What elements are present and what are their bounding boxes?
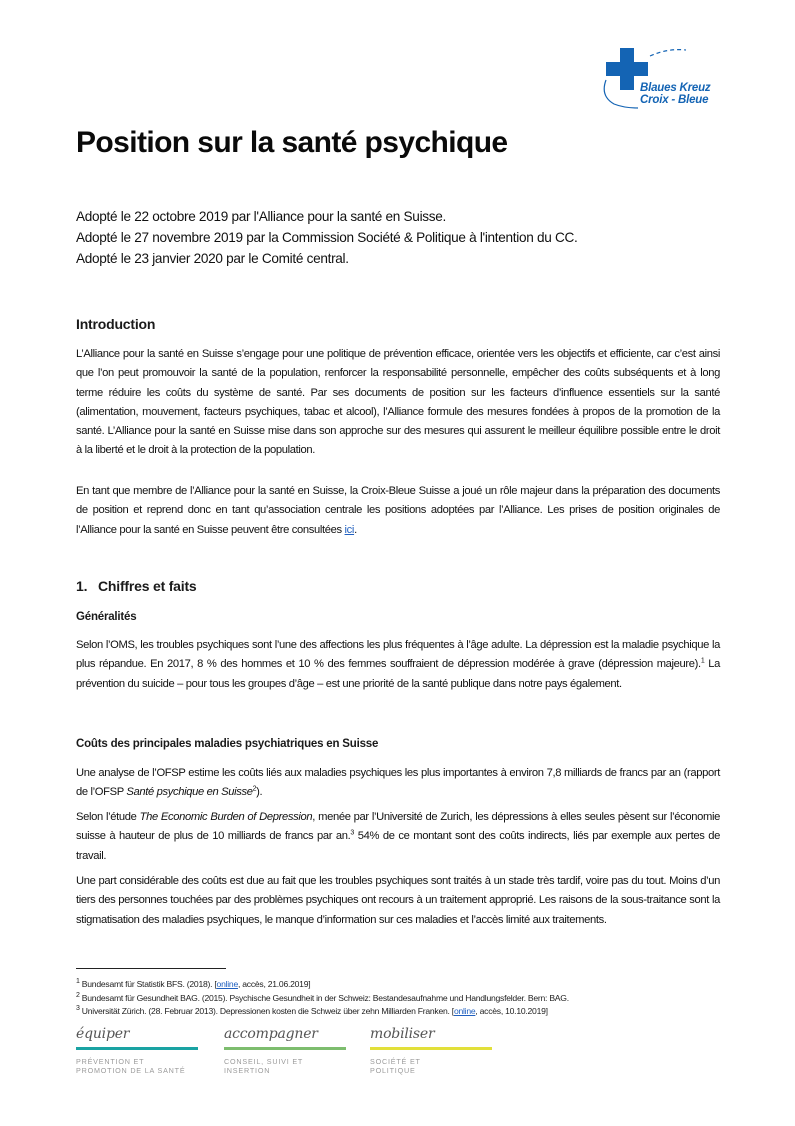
footnote-2: [76, 992, 569, 1006]
pillar-subtitle: [76, 1057, 200, 1075]
paragraph-text: La prévention du suicide – pour tous les groupes d’âge – est une priorité de la santé publique dans notre pays également.: [76, 658, 720, 690]
pillar-subtitle: [224, 1057, 348, 1075]
generalites-heading: Généralités: [76, 611, 137, 623]
pillar-subtitle-line: PRÉVENTION ET: [76, 1057, 145, 1066]
footnote-1-online-link[interactable]: online: [216, 979, 238, 989]
pillar-bar-green: [224, 1047, 346, 1050]
footer-pillar-accompagner: [224, 1026, 348, 1075]
footnote-text: Bundesamt für Statistik BFS. (2018). [: [81, 979, 217, 989]
paragraph-text: Selon l’étude: [76, 811, 140, 823]
pillar-subtitle: [370, 1057, 494, 1075]
footnote-ref-1[interactable]: 1: [700, 657, 705, 665]
report-title: Santé psychique en Suisse: [126, 786, 253, 799]
footnote-number: 1: [76, 978, 80, 986]
footnotes: [76, 978, 569, 1019]
footnote-number: 3: [76, 1005, 80, 1013]
introduction-paragraph-1: L’Alliance pour la santé en Suisse s’engage pour une politique de prévention efficace, orientée vers les objectifs et efficiente, car c’est ainsi que l’on peut promouvoir la santé de la population, renforcer la responsabilité personnelle, empêcher des coûts subséquents et à long terme réduire les coûts du système de santé. Par ses documents de position sur les facteurs d’influence essentiels sur la santé (alimentation, mouvement, facteurs psychiques, tabac et alcool), l’Alliance formule des mesures fondées à propos de la promotion de la santé. L’Alliance pour la santé en Suisse mise dans son approche sur des mesures qui assurent le meilleur équilibre possible entre le droit à la liberté et le droit à la protection de la population.: [76, 348, 720, 457]
pillar-subtitle-line: POLITIQUE: [370, 1066, 416, 1075]
adoption-line: Adopté le 27 novembre 2019 par la Commission Société & Politique à l'intention du CC.: [76, 230, 578, 245]
adoption-dates: [76, 206, 578, 269]
pillar-word: accompagner: [224, 1026, 318, 1042]
footnote-text: Universität Zürich. (28. Februar 2013). Depressionen kosten die Schweiz über zehn Milliarden Franken. [: [81, 1006, 454, 1017]
footnote-1: [76, 978, 569, 992]
section-title: Chiffres et faits: [98, 578, 197, 594]
footnote-text: , accès, 21.06.2019]: [237, 979, 311, 989]
section-number: 1.: [76, 578, 88, 594]
costs-paragraph-2: [76, 808, 720, 866]
generalites-paragraph: [76, 636, 720, 694]
pillar-word: mobiliser: [370, 1026, 435, 1042]
logo-line-2: Croix - Bleue: [640, 94, 709, 106]
footnote-ref-3[interactable]: 3: [350, 829, 354, 837]
pillar-word: équiper: [76, 1026, 130, 1042]
pillar-subtitle-line: INSERTION: [224, 1066, 271, 1075]
paragraph-text: , menée par l’Université de Zurich, les dépressions à elles seules pèsent sur l’économie suisse à hauteur de plus de 10 milliards de francs par an.: [76, 811, 720, 843]
costs-paragraph-1: [76, 764, 720, 803]
footnote-text: , accès, 10.10.2019]: [475, 1006, 548, 1017]
paragraph-text: ).: [256, 786, 263, 799]
footnote-number: 2: [76, 991, 80, 999]
pillar-subtitle-line: SOCIÉTÉ ET: [370, 1057, 421, 1066]
costs-heading: Coûts des principales maladies psychiatriques en Suisse: [76, 738, 379, 750]
introduction-paragraph-2: [76, 482, 720, 540]
logo-line-1: Blaues Kreuz: [640, 82, 711, 94]
pillar-bar-yellow: [370, 1047, 492, 1050]
introduction-heading: Introduction: [76, 316, 156, 332]
footer-pillar-mobiliser: [370, 1026, 494, 1075]
blaues-kreuz-logo: [598, 44, 728, 114]
pillar-subtitle-line: PROMOTION DE LA SANTÉ: [76, 1066, 186, 1075]
paragraph-text: Une analyse de l’OFSP estime les coûts liés aux maladies psychiques les plus importantes à environ 7,8 milliards de francs par an (rapport de l’OFSP: [76, 767, 720, 799]
paragraph-text: .: [354, 523, 357, 536]
paragraph-text: 54% de ce montant sont des coûts indirects, liés par exemple aux pertes de travail.: [76, 830, 720, 862]
pillar-bar-teal: [76, 1047, 198, 1050]
footnote-ref-2[interactable]: 2: [252, 785, 257, 793]
section-1-heading: [76, 578, 197, 594]
adoption-line: Adopté le 23 janvier 2020 par le Comité central.: [76, 251, 349, 266]
adoption-line: Adopté le 22 octobre 2019 par l'Alliance pour la santé en Suisse.: [76, 209, 447, 224]
footnote-3-online-link[interactable]: online: [453, 1006, 476, 1017]
ici-link[interactable]: ici: [344, 523, 355, 536]
footnote-separator: [76, 968, 226, 969]
costs-paragraph-3: Une part considérable des coûts est due au fait que les troubles psychiques sont traités à un stade très tardif, voire pas du tout. Moins d’un tiers des personnes touchées par des problèmes psychiques ont recours à un traitement approprié. Les raisons de la sous-traitance sont la stigmatisation des maladies psychiques, le manque d’information sur ces maladies et l’accès limité aux traitements.: [76, 875, 720, 926]
footnote-text: Bundesamt für Gesundheit BAG. (2015). Psychische Gesundheit in der Schweiz: Bestandesaufnahme und Handlungsfelder. Bern: BAG.: [81, 992, 569, 1003]
page-title: Position sur la santé psychique: [76, 126, 508, 159]
footer-pillar-equiper: [76, 1026, 200, 1075]
logo-text: [640, 82, 710, 106]
footnote-3: [76, 1005, 569, 1019]
study-title: The Economic Burden of Depression: [139, 811, 313, 823]
pillar-subtitle-line: CONSEIL, SUIVI ET: [224, 1057, 304, 1066]
paragraph-text: En tant que membre de l’Alliance pour la santé en Suisse, la Croix-Bleue Suisse a joué un rôle majeur dans la préparation des documents de position et reprend donc en tant qu’association centrale les positions adoptées par l’Alliance. Les prises de position originales de l’Alliance pour la santé en Suisse peuvent être consultées: [76, 485, 720, 536]
paragraph-text: Selon l’OMS, les troubles psychiques sont l’une des affections les plus fréquentes à l’âge adulte. La dépression est la maladie psychique la plus répandue. En 2017, 8 % des hommes et 10 % des femmes souffraient de dépression modérée à grave (dépression majeure).: [76, 639, 720, 671]
